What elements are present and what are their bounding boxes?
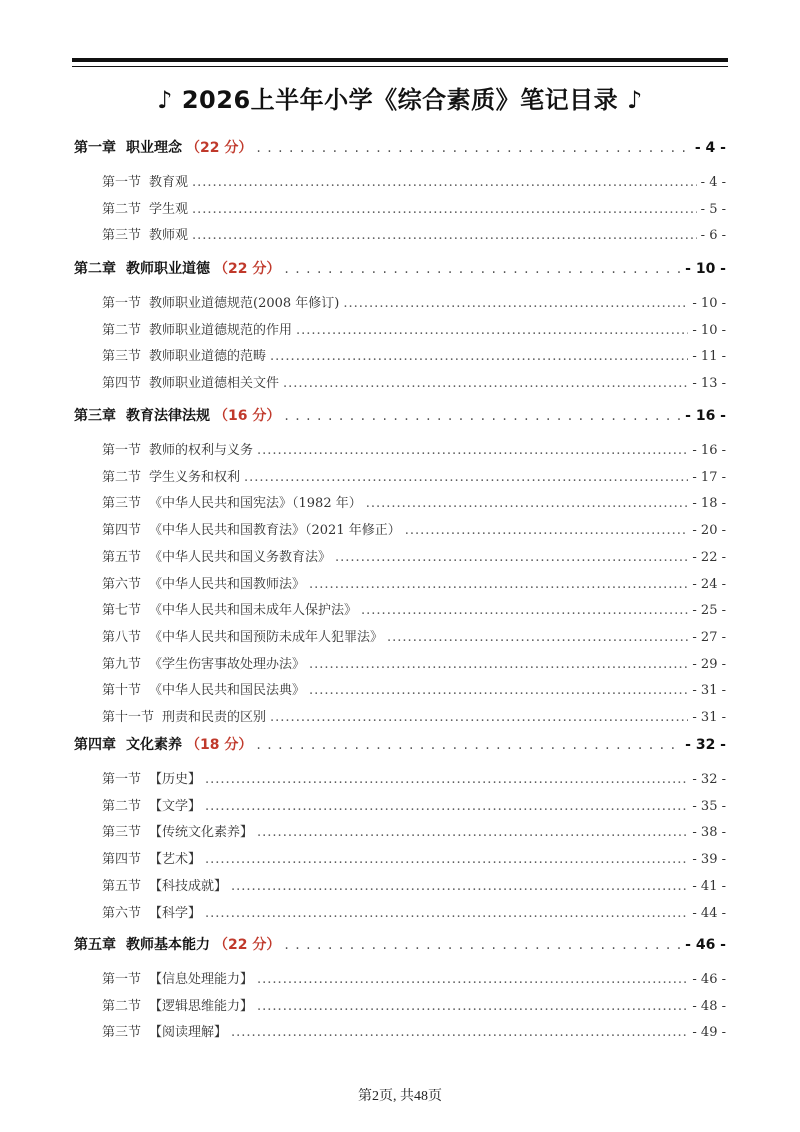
dot-leader — [192, 175, 697, 190]
section-page-number: - 32 - — [692, 772, 726, 787]
page-title: ♪ 2026上半年小学《综合素质》笔记目录 ♪ — [157, 86, 643, 114]
toc-chapter-entry[interactable] — [74, 405, 726, 425]
chapter-score: （16 分） — [214, 408, 281, 424]
section-title: 《中华人民共和国未成年人保护法》 — [149, 603, 358, 619]
section-number: 第三节 — [102, 496, 142, 512]
toc-section-entry[interactable] — [102, 345, 726, 364]
toc-section-entry[interactable] — [102, 492, 726, 511]
section-number: 第二节 — [102, 322, 142, 338]
dot-leader — [257, 443, 688, 458]
toc-section-entry[interactable] — [102, 292, 726, 311]
section-number: 第四节 — [102, 523, 142, 539]
section-page-number: - 20 - — [692, 523, 726, 539]
section-number: 第三节 — [102, 1025, 142, 1041]
dot-leader — [361, 603, 688, 618]
dot-leader — [309, 657, 688, 672]
section-page-number: - 17 - — [692, 469, 726, 485]
dot-leader — [343, 296, 688, 311]
section-title: 【传统文化素养】 — [149, 825, 254, 841]
chapter-title: 职业理念 — [126, 140, 182, 156]
toc-section-entry[interactable] — [102, 995, 726, 1014]
toc-section-entry[interactable] — [102, 768, 726, 787]
section-title: 《中华人民共和国义务教育法》 — [149, 549, 332, 565]
section-title: 【文学】 — [149, 798, 202, 814]
section-page-number: - 16 - — [692, 443, 726, 458]
section-page-number: - 31 - — [692, 710, 726, 725]
chapter-number: 第三章 — [74, 408, 116, 424]
section-number: 第一节 — [102, 972, 142, 987]
toc-section-entry[interactable] — [102, 1021, 726, 1040]
toc-section-entry[interactable] — [102, 372, 726, 391]
toc-section-entry[interactable] — [102, 573, 726, 592]
section-title: 教师职业道德相关文件 — [149, 376, 280, 392]
chapter-title: 教师基本能力 — [126, 937, 210, 953]
chapter-page-number: - 10 - — [685, 261, 726, 277]
section-title: 教师观 — [149, 228, 189, 244]
section-number: 第七节 — [102, 603, 142, 619]
section-page-number: - 4 - — [700, 175, 726, 190]
section-number: 第二节 — [102, 998, 142, 1014]
chapter-score: （18 分） — [186, 737, 253, 753]
dot-leader — [405, 523, 689, 538]
toc-section-entry[interactable] — [102, 848, 726, 867]
section-page-number: - 5 - — [700, 201, 726, 217]
dot-leader — [335, 550, 688, 565]
section-title: 学生观 — [149, 201, 189, 217]
dot-leader — [257, 825, 688, 840]
dot-leader — [257, 972, 688, 987]
dot-leader — [284, 937, 681, 953]
toc-section-entry[interactable] — [102, 902, 726, 921]
top-thin-rule — [72, 66, 728, 67]
section-number: 第六节 — [102, 576, 142, 592]
chapter-score: （22 分） — [214, 937, 281, 953]
section-number: 第四节 — [102, 376, 142, 392]
toc-section-entry[interactable] — [102, 968, 726, 987]
chapter-score: （22 分） — [214, 261, 281, 277]
section-number: 第五节 — [102, 549, 142, 565]
section-number: 第二节 — [102, 469, 142, 485]
dot-leader — [192, 228, 697, 243]
toc-chapter-entry[interactable] — [74, 137, 726, 157]
chapter-page-number: - 4 - — [694, 140, 726, 156]
section-title: 【历史】 — [149, 772, 202, 787]
toc-section-entry[interactable] — [102, 821, 726, 840]
section-number: 第九节 — [102, 656, 142, 672]
section-number: 第四节 — [102, 852, 142, 868]
section-number: 第一节 — [102, 772, 142, 787]
section-page-number: - 29 - — [692, 656, 726, 672]
section-title: 【科学】 — [149, 905, 202, 921]
section-page-number: - 10 - — [692, 296, 726, 311]
chapter-number: 第四章 — [74, 737, 116, 753]
section-page-number: - 38 - — [692, 825, 726, 841]
dot-leader — [270, 710, 688, 725]
section-title: 《中华人民共和国教师法》 — [149, 576, 306, 592]
dot-leader — [256, 737, 681, 753]
section-number: 第二节 — [102, 201, 142, 217]
toc-section-entry[interactable] — [102, 706, 726, 725]
dot-leader — [231, 1025, 688, 1040]
dot-leader — [205, 852, 688, 867]
section-number: 第一节 — [102, 175, 142, 190]
section-number: 第一节 — [102, 296, 142, 311]
dot-leader — [257, 999, 688, 1014]
section-title: 教育观 — [149, 175, 189, 190]
section-page-number: - 6 - — [700, 228, 726, 244]
toc-section-entry[interactable] — [102, 519, 726, 538]
section-title: 学生义务和权利 — [149, 469, 241, 485]
toc-section-entry[interactable] — [102, 319, 726, 338]
toc-section-entry[interactable] — [102, 653, 726, 672]
section-page-number: - 18 - — [692, 496, 726, 512]
section-title: 【科技成就】 — [149, 878, 228, 894]
dot-leader — [366, 496, 689, 511]
section-title: 《中华人民共和国民法典》 — [149, 683, 306, 699]
toc-section-entry[interactable] — [102, 198, 726, 217]
toc-section-entry[interactable] — [102, 224, 726, 243]
dot-leader — [309, 683, 688, 698]
toc-section-entry[interactable] — [102, 875, 726, 894]
section-title: 《中华人民共和国宪法》（1982 年） — [149, 496, 362, 512]
toc-section-entry[interactable] — [102, 599, 726, 618]
chapter-score: （22 分） — [186, 140, 253, 156]
section-title: 【艺术】 — [149, 852, 202, 868]
section-title: 教师职业道德的范畴 — [149, 349, 267, 365]
chapter-number: 第一章 — [74, 140, 116, 156]
section-number: 第六节 — [102, 905, 142, 921]
chapter-title: 教育法律法规 — [126, 408, 210, 424]
section-number: 第八节 — [102, 629, 142, 645]
dot-leader — [284, 408, 681, 424]
section-page-number: - 25 - — [692, 603, 726, 619]
section-number: 第三节 — [102, 349, 142, 365]
dot-leader — [284, 261, 681, 277]
section-title: 教师职业道德规范的作用 — [149, 322, 293, 338]
section-number: 第二节 — [102, 798, 142, 814]
section-page-number: - 27 - — [692, 629, 726, 645]
section-page-number: - 22 - — [692, 549, 726, 565]
toc-section-entry[interactable] — [102, 439, 726, 458]
page-footer: 第2页, 共48页 — [358, 1089, 442, 1104]
toc-chapter-entry[interactable] — [74, 934, 726, 954]
dot-leader — [205, 772, 688, 787]
chapter-title: 文化素养 — [126, 737, 182, 753]
toc-section-entry[interactable] — [102, 795, 726, 814]
section-title: 《中华人民共和国预防未成年人犯罪法》 — [149, 629, 384, 645]
section-title: 【信息处理能力】 — [149, 972, 254, 987]
section-page-number: - 31 - — [692, 683, 726, 699]
section-page-number: - 13 - — [692, 376, 726, 392]
section-page-number: - 24 - — [692, 576, 726, 592]
section-number: 第一节 — [102, 443, 142, 458]
dot-leader — [309, 577, 688, 592]
section-title: 【阅读理解】 — [149, 1025, 228, 1041]
dot-leader — [205, 799, 688, 814]
toc-section-entry[interactable] — [102, 626, 726, 645]
section-title: 刑责和民责的区别 — [162, 710, 267, 725]
section-number: 第十节 — [102, 683, 142, 699]
dot-leader — [387, 630, 688, 645]
section-page-number: - 49 - — [692, 1025, 726, 1041]
dot-leader — [244, 470, 688, 485]
section-number: 第三节 — [102, 228, 142, 244]
section-page-number: - 44 - — [692, 905, 726, 921]
toc-chapter-entry[interactable] — [74, 734, 726, 754]
section-page-number: - 11 - — [692, 349, 726, 365]
chapter-title: 教师职业道德 — [126, 261, 210, 277]
section-page-number: - 48 - — [692, 998, 726, 1014]
dot-leader — [296, 323, 688, 338]
dot-leader — [256, 140, 691, 156]
chapter-number: 第五章 — [74, 937, 116, 953]
section-page-number: - 35 - — [692, 798, 726, 814]
toc-section-entry[interactable] — [102, 466, 726, 485]
section-page-number: - 46 - — [692, 972, 726, 987]
chapter-page-number: - 32 - — [685, 737, 726, 753]
section-page-number: - 41 - — [692, 878, 726, 894]
toc-chapter-entry[interactable] — [74, 258, 726, 278]
toc-section-entry[interactable] — [102, 171, 726, 190]
dot-leader — [205, 906, 688, 921]
section-title: 《学生伤害事故处理办法》 — [149, 656, 306, 672]
dot-leader — [192, 202, 697, 217]
chapter-number: 第二章 — [74, 261, 116, 277]
section-page-number: - 10 - — [692, 322, 726, 338]
section-number: 第十一节 — [102, 710, 155, 725]
section-number: 第三节 — [102, 825, 142, 841]
section-title: 教师职业道德规范(2008 年修订) — [149, 296, 340, 311]
dot-leader — [231, 879, 688, 894]
toc-section-entry[interactable] — [102, 679, 726, 698]
section-title: 《中华人民共和国教育法》（2021 年修正） — [149, 523, 401, 539]
chapter-page-number: - 46 - — [685, 937, 726, 953]
dot-leader — [270, 349, 688, 364]
top-double-rule — [72, 58, 728, 62]
dot-leader — [283, 376, 688, 391]
toc-section-entry[interactable] — [102, 546, 726, 565]
section-page-number: - 39 - — [692, 852, 726, 868]
chapter-page-number: - 16 - — [685, 408, 726, 424]
section-title: 【逻辑思维能力】 — [149, 998, 254, 1014]
section-number: 第五节 — [102, 878, 142, 894]
section-title: 教师的权利与义务 — [149, 443, 254, 458]
